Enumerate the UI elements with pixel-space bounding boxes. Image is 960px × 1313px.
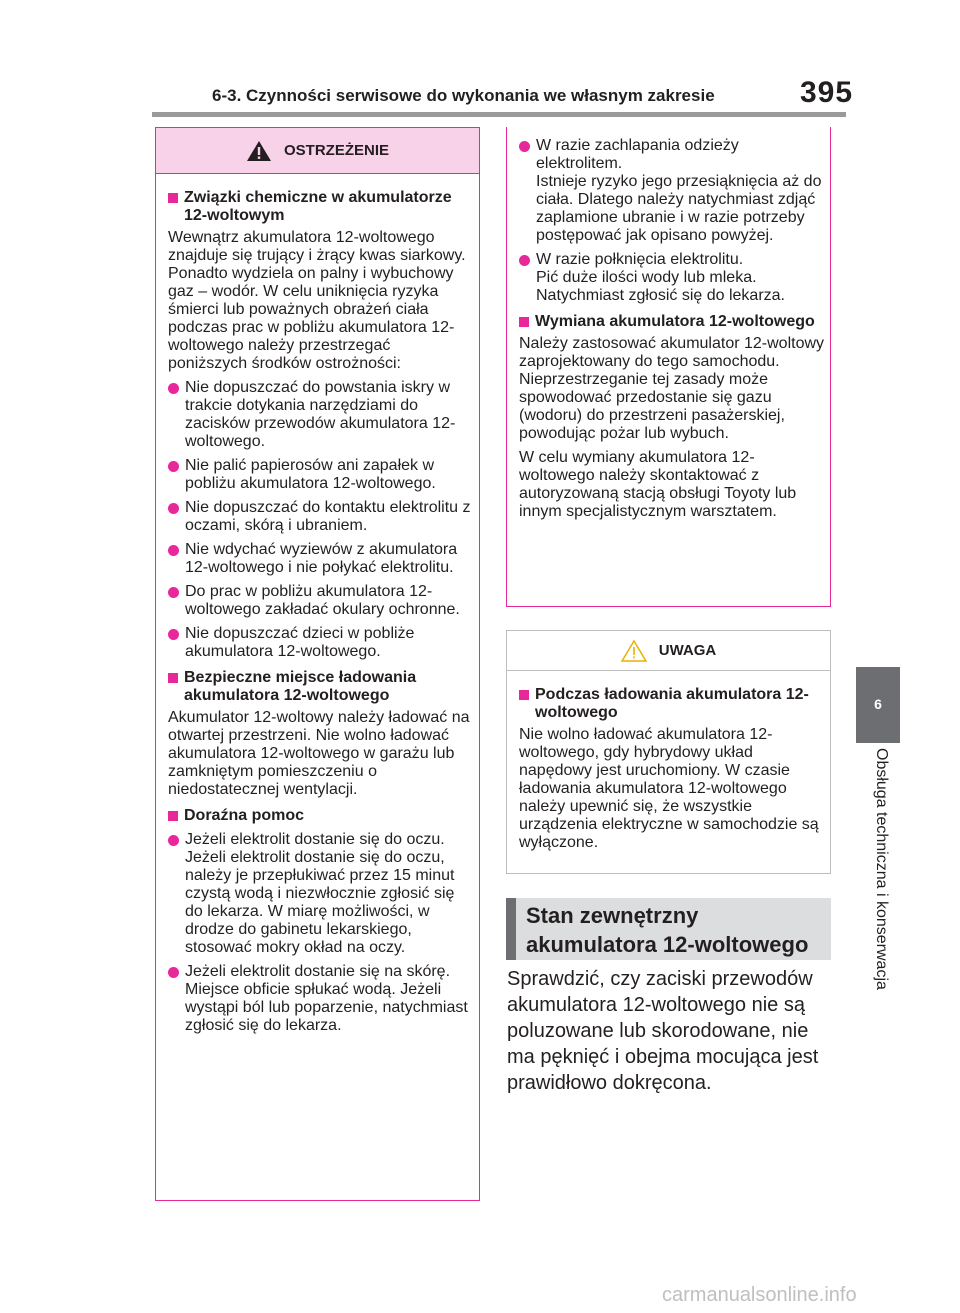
bullet-icon	[168, 629, 179, 640]
warning-box-right	[506, 127, 831, 607]
bullet-icon	[168, 383, 179, 394]
section-heading: Związki chemiczne w akumulatorze 12-woltowym	[168, 189, 473, 225]
section-heading: Podczas ładowania akumulatora 12-woltowego	[519, 686, 824, 722]
chapter-label: Obsługa techniczna i konserwacja	[873, 748, 890, 990]
bullet-icon	[168, 587, 179, 598]
warning-body	[156, 174, 479, 1035]
bullet-icon	[168, 503, 179, 514]
section-title: Stan zewnętrzny akumulatora 12-woltowego	[506, 898, 831, 960]
paragraph: Wewnątrz akumulatora 12-woltowego znajduje się trujący i żrący kwas siarkowy. Ponadto wydziela on palny i wybuchowy gaz – wodór. W celu uniknięcia ryzyka śmierci lub poważnych obrażeń ciała podczas prac w pobliżu akumulatora 12-woltowego należy przestrzegać poniższych środków ostrożności:	[168, 229, 466, 372]
bullet-icon	[168, 545, 179, 556]
list-item: Do prac w pobliżu akumulatora 12-woltowego zakładać okulary ochronne.	[168, 583, 473, 619]
notice-title: UWAGA	[658, 642, 717, 659]
square-bullet-icon	[519, 317, 529, 327]
list-item: Jeżeli elektrolit dostanie się na skórę. Miejsce obficie spłukać wodą. Jeżeli wystąpi ból lub poparzenie, natychmiast zgłosić się do lekarza.	[168, 963, 473, 1035]
chapter-tab: 6	[856, 667, 900, 743]
bullet-icon	[168, 835, 179, 846]
square-bullet-icon	[519, 690, 529, 700]
list-item: Nie dopuszczać do powstania iskry w trakcie dotykania narzędziami do zacisków przewodów akumulatora 12-woltowego.	[168, 379, 473, 451]
section-heading: Bezpieczne miejsce ładowania akumulatora 12-woltowego	[168, 669, 473, 705]
warning-body-continued	[507, 127, 830, 521]
watermark: carmanualsonline.info	[662, 1284, 857, 1306]
paragraph: Akumulator 12-woltowy należy ładować na otwartej przestrzeni. Nie wolno ładować akumulatora 12-woltowego w garażu lub zamkniętym pomieszczeniu o niedostatecznej wentylacji.	[168, 709, 470, 798]
notice-box	[506, 630, 831, 874]
list-item: Nie dopuszczać do kontaktu elektrolitu z oczami, skórą i ubraniem.	[168, 499, 473, 535]
section-heading: Doraźna pomoc	[168, 807, 473, 825]
notice-body	[507, 671, 830, 852]
bullet-icon	[168, 967, 179, 978]
list-item: W razie połknięcia elektrolitu. Pić duże ilości wody lub mleka. Natychmiast zgłosić się do lekarza.	[519, 251, 824, 305]
caution-triangle-icon	[621, 640, 647, 662]
square-bullet-icon	[168, 673, 178, 683]
page-number: 395	[800, 76, 854, 109]
warning-triangle-icon	[246, 140, 272, 162]
header-rule	[152, 112, 846, 117]
bullet-icon	[519, 255, 530, 266]
list-item: Jeżeli elektrolit dostanie się do oczu. Jeżeli elektrolit dostanie się do oczu, należy je przepłukiwać przez 15 minut czystą wodą i niezwłocznie zgłosić się do lekarza. W miarę możliwości, w drodze do gabinetu lekarskiego, stosować mokry okład na oczy.	[168, 831, 473, 957]
paragraph: Należy zastosować akumulator 12-woltowy zaprojektowany do tego samochodu. Nieprzestrzeganie tej zasady może spowodować przedostanie się gazu (wodoru) do przestrzeni pasażerskiej, powodując pożar lub wybuch.	[519, 335, 825, 442]
paragraph: Nie wolno ładować akumulatora 12-woltowego, gdy hybrydowy układ napędowy jest uruchomiony. W czasie ładowania akumulatora 12-woltowego należy upewnić się, że wszystkie urządzenia elektryczne w samochodzie są wyłączone.	[519, 726, 819, 851]
list-item: W razie zachlapania odzieży elektrolitem. Istnieje ryzyko jego przesiąknięcia aż do ciała. Dlatego należy natychmiast zdjąć zaplamione ubranie i w razie potrzeby postępować jak opisano powyżej.	[519, 137, 824, 245]
bullet-icon	[168, 461, 179, 472]
list-item: Nie dopuszczać dzieci w pobliże akumulatora 12-woltowego.	[168, 625, 473, 661]
square-bullet-icon	[168, 193, 178, 203]
warning-title: OSTRZEŻENIE	[283, 142, 389, 159]
warning-box-left	[155, 127, 480, 1201]
bullet-icon	[519, 141, 530, 152]
running-header: 6-3. Czynności serwisowe do wykonania we własnym zakresie	[212, 86, 715, 105]
section-body: Sprawdzić, czy zaciski przewodów akumulatora 12-woltowego nie są poluzowane lub skorodowane, nie ma pęknięć i obejma mocująca jest prawidłowo dokręcona.	[507, 968, 819, 1094]
list-item: Nie palić papierosów ani zapałek w pobliżu akumulatora 12-woltowego.	[168, 457, 473, 493]
warning-header	[156, 128, 479, 174]
list-item: Nie wdychać wyziewów z akumulatora 12-woltowego i nie połykać elektrolitu.	[168, 541, 473, 577]
notice-header	[507, 631, 830, 671]
paragraph: W celu wymiany akumulatora 12-woltowego należy skontaktować z autoryzowaną stacją obsługi Toyoty lub innym specjalistycznym warsztatem.	[519, 449, 797, 520]
section-heading: Wymiana akumulatora 12-woltowego	[519, 313, 824, 331]
square-bullet-icon	[168, 811, 178, 821]
